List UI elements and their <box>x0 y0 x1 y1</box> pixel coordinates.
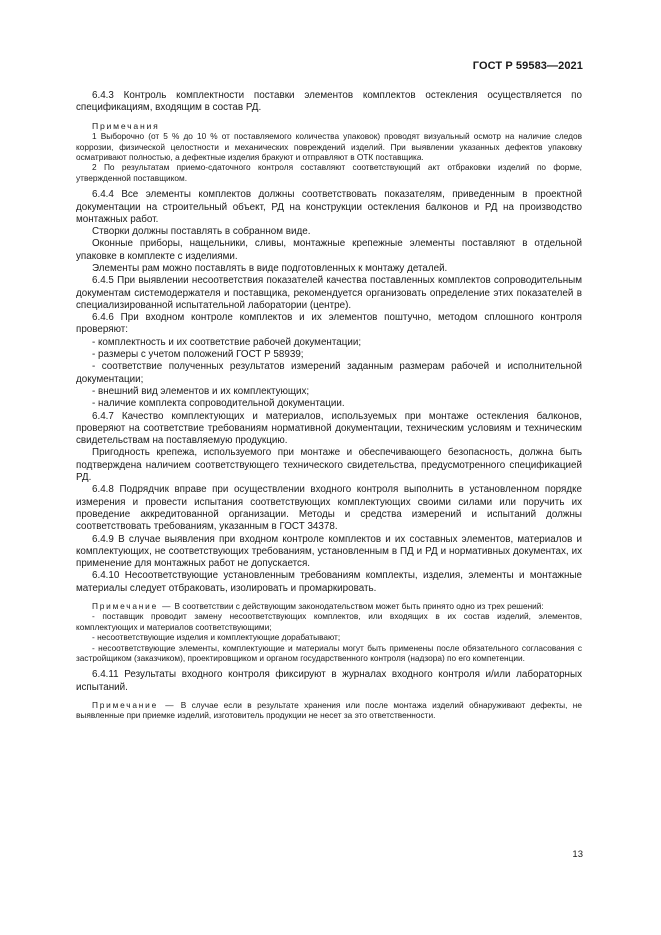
paragraph: - внешний вид элементов и их комплектующих; <box>92 385 310 397</box>
page-number: 13 <box>572 849 583 860</box>
paragraph: 6.4.5 При выявлении несоответствия показателей качества поставленных комплектов сопроводительным документам системодержателя и поставщика, рекомендуется организовать определение этих показателей в специализированной испытательной лаборатории (центре). <box>76 275 582 311</box>
document-body <box>76 90 582 721</box>
paragraph: 6.4.11 Результаты входного контроля фиксируют в журналах входного контроля и/или лабораторных испытаний. <box>76 669 582 693</box>
note-paragraph: 2 По результатам приемо-сдаточного контроля составляют соответствующий акт отбраковки изделий по форме, утвержденной поставщиком. <box>76 162 582 183</box>
paragraph: 6.4.4 Все элементы комплектов должны соответствовать показателям, приведенным в проектной документации на строительный объект, РД на конструкции остекления балконов и РД на производство монтажных работ. <box>76 189 582 225</box>
paragraph: - наличие комплекта сопроводительной документации. <box>92 398 345 410</box>
paragraph: 6.4.6 При входном контроле комплектов и их элементов поштучно, методом сплошного контроля проверяют: <box>76 312 582 336</box>
note-paragraph: - несоответствующие элементы, комплектующие и материалы могут быть применены после обязательного согласования с застройщиком (заказчиком), проектировщиком и органом государственного контроля (надзора) по его компетенции. <box>76 642 582 664</box>
note-paragraph: - поставщик проводит замену несоответствующих комплектов, или входящих в их состав изделий, элементов, комплектующих и материалов соответствующими; <box>76 611 582 632</box>
note-paragraph <box>76 700 582 721</box>
paragraph: Пригодность крепежа, используемого при монтаже и обеспечивающего безопасность, должна быть подтверждена наличием соответствующего технического свидетельства, предусмотренного спецификацией РД. <box>76 447 582 484</box>
note-label: Примечание — <box>92 700 176 711</box>
note-paragraph: - несоответствующие изделия и комплектующие дорабатывают; <box>92 632 341 643</box>
note-text: В случае если в результате хранения или после монтажа изделий обнаруживают дефекты, не выявленные при приемке изделий, изготовитель продукции не несет за это ответственности. <box>76 700 582 721</box>
paragraph: 6.4.8 Подрядчик вправе при осуществлении входного контроля выполнить в установленном порядке измерения и провести испытания соответствующих комплектующих своими силами или поручить их проведение аккредитованной организации. Методы и средства измерений и испытаний должны соответствовать требованиям, указанным в ГОСТ 34378. <box>76 484 582 533</box>
paragraph: Элементы рам можно поставлять в виде подготовленных к монтажу деталей. <box>92 263 448 274</box>
paragraph: - комплектность и их соответствие рабочей документации; <box>92 336 362 348</box>
paragraph: 6.4.10 Несоответствующие установленным требованиям комплекты, изделия, элементы и монтажные материалы следует отбраковать, изолировать и промаркировать. <box>76 570 582 594</box>
paragraph: Створки должны поставлять в собранном виде. <box>92 226 311 238</box>
note-paragraph: 1 Выборочно (от 5 % до 10 % от поставляемого количества упаковок) проводят визуальный осмотр на наличие следов коррозии, физической целостности и механических повреждений изделий. При выявлении указанных дефектов упаковку осматривают полностью, а дефектные изделия бракуют и отправляют в ОТК поставщика. <box>76 131 582 162</box>
paragraph: 6.4.3 Контроль комплектности поставки элементов комплектов остекления осуществляется по спецификациям, входящим в состав РД. <box>76 90 582 114</box>
paragraph: - размеры с учетом положений ГОСТ Р 58939; <box>92 349 304 361</box>
note-text: В соответствии с действующим законодательством может быть принято одно из трех решений: <box>172 601 544 612</box>
note-paragraph <box>76 601 582 611</box>
paragraph: 6.4.9 В случае выявления при входном контроле комплектов и их составных элементов, материалов и комплектующих, не соответствующих требованиям, установленным в ПД и РД и нормативных документах, их применение для монтажных работ не допускается. <box>76 533 582 570</box>
paragraph: - соответствие полученных результатов измерений заданным размерам рабочей и исполнительной документации; <box>76 361 582 385</box>
note-label: Примечание — <box>92 601 173 612</box>
document-code: ГОСТ Р 59583—2021 <box>472 60 583 72</box>
paragraph: Оконные приборы, нащельники, сливы, монтажные крепежные элементы поставляют в отдельной упаковке в комплекте с изделиями. <box>76 238 582 262</box>
notes-heading: Примечания <box>92 120 160 131</box>
paragraph: 6.4.7 Качество комплектующих и материалов, используемых при монтаже остекления балконов, проверяют на соответствие требованиям нормативной документации, техническим условиям и техническим свидетельствам на поставляемую продукцию. <box>76 410 582 447</box>
